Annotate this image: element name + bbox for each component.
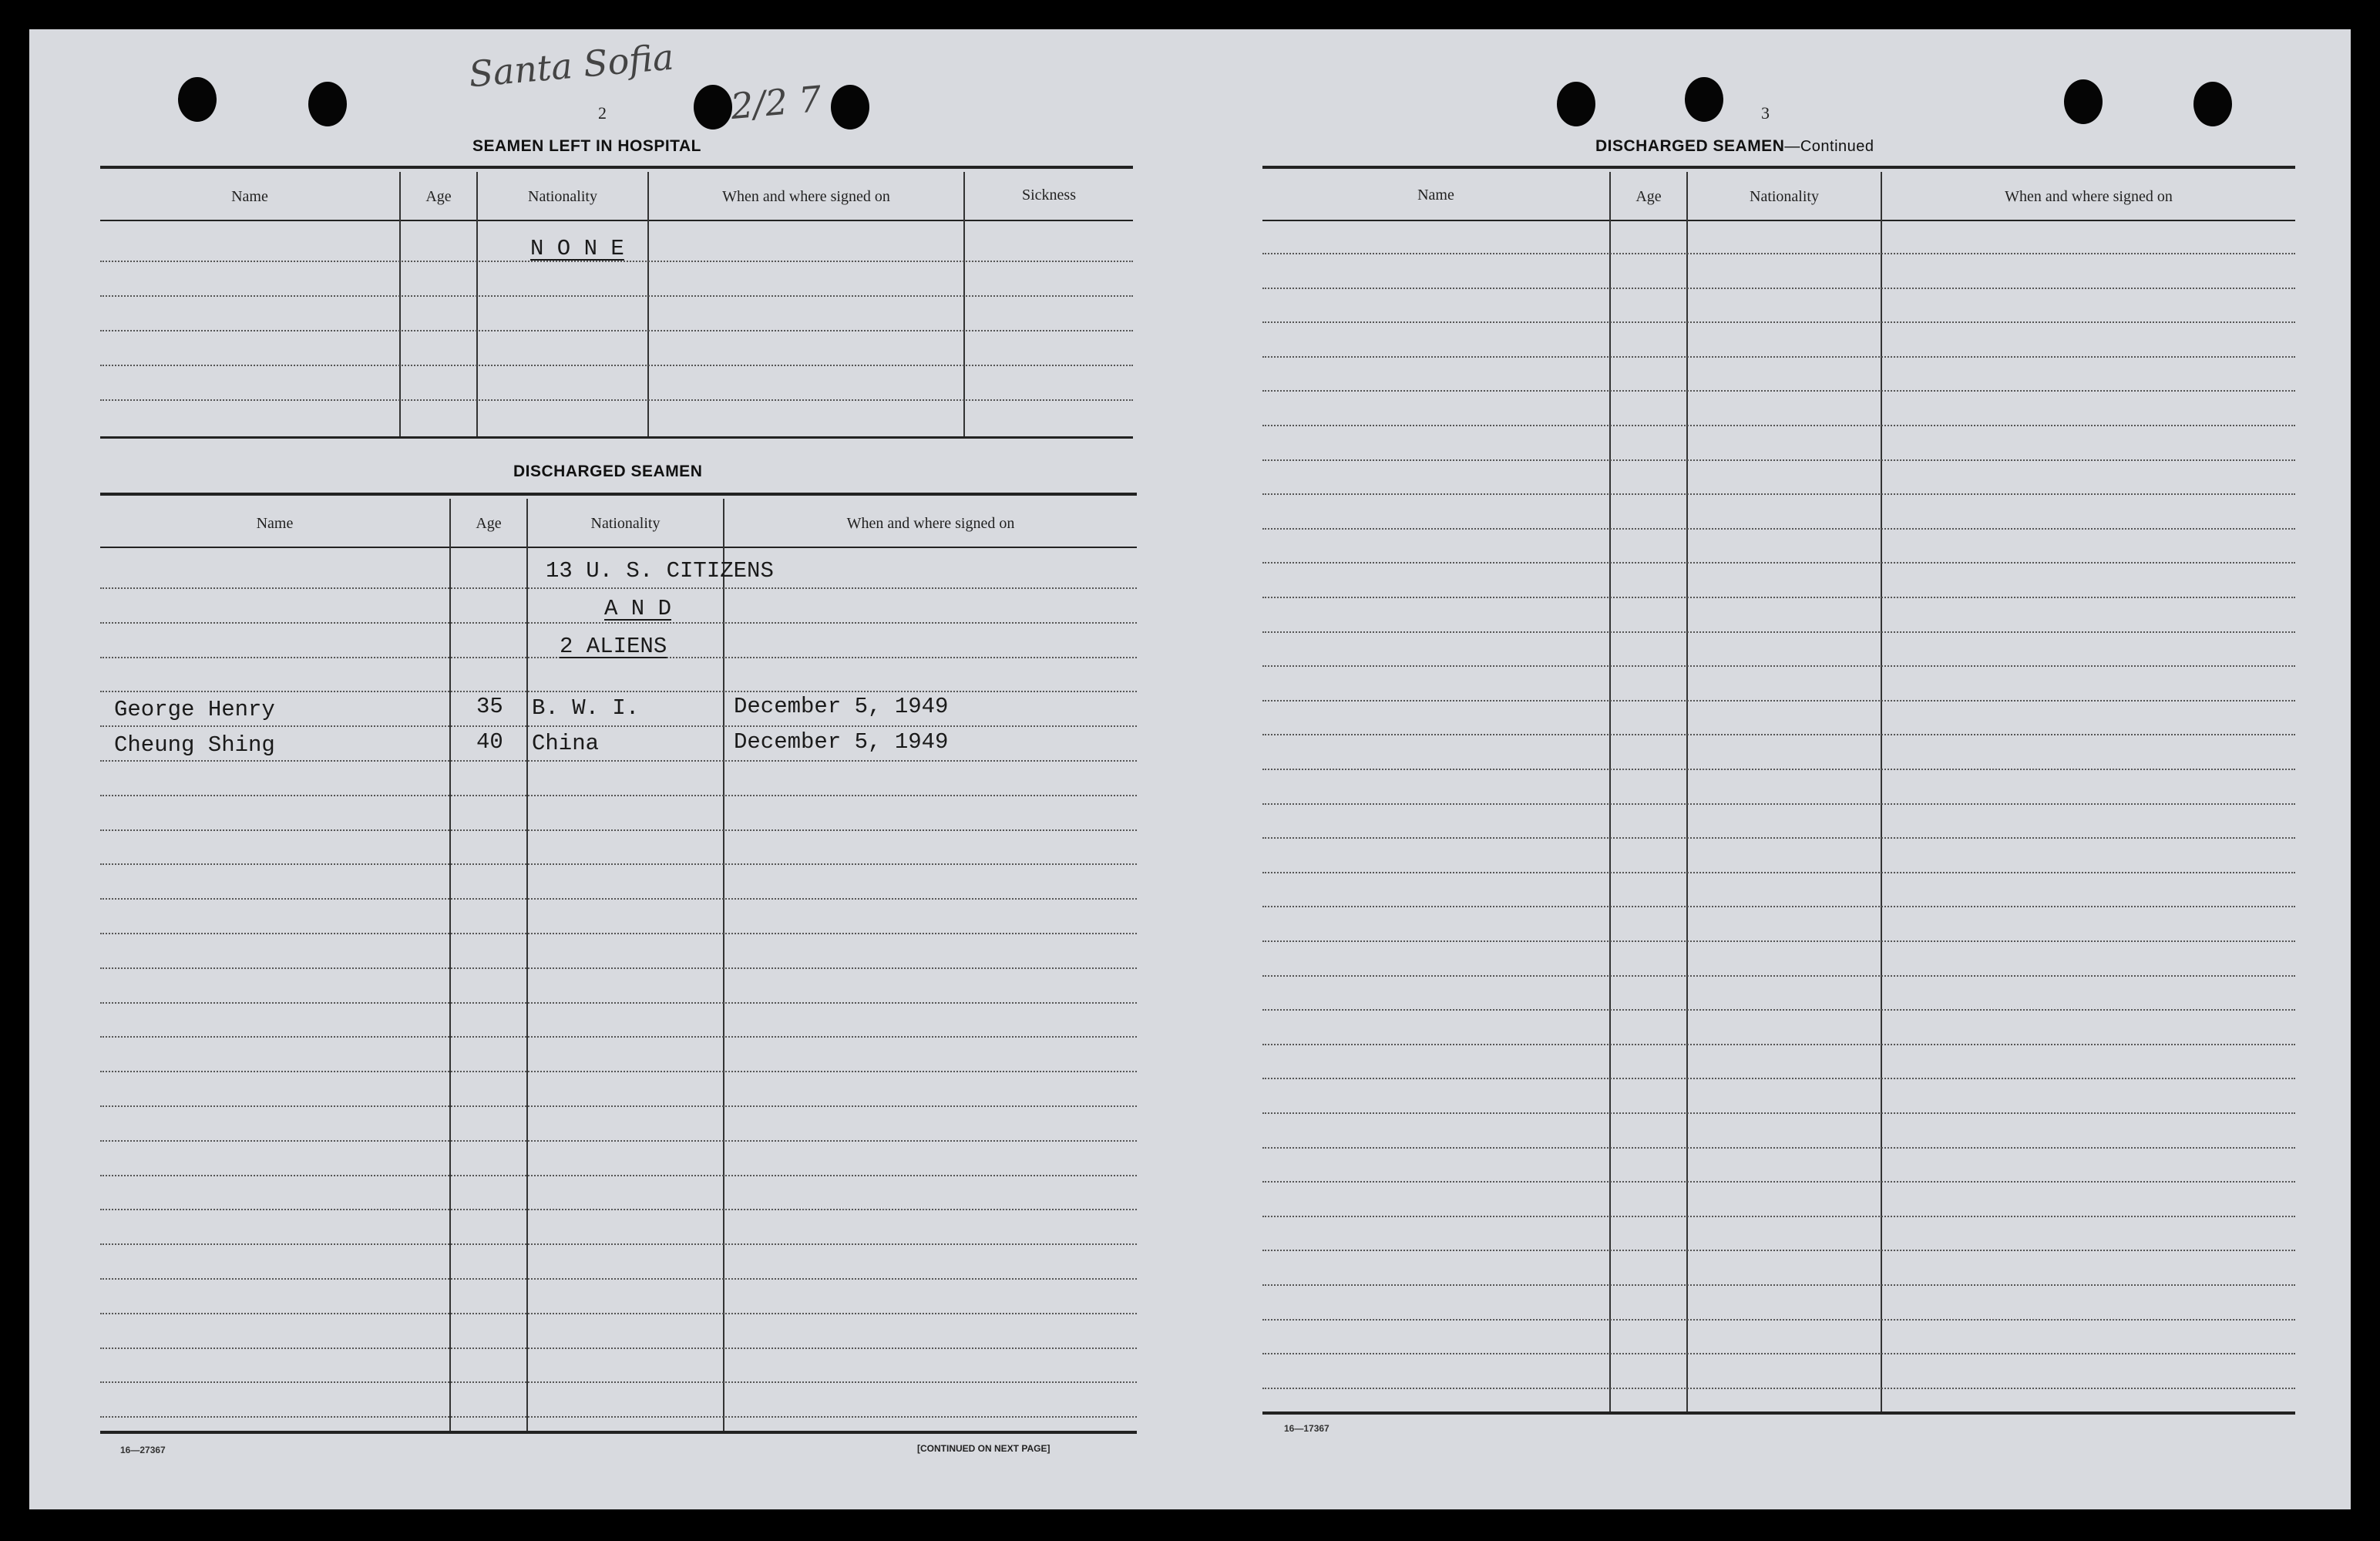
ruled-line: [1262, 528, 2295, 530]
hospital-col-signed-on: When and where signed on: [722, 188, 890, 205]
ruled-line: [1262, 700, 2295, 702]
hospital-col-divider: [399, 172, 401, 436]
hospital-table-bottom-rule: [100, 436, 1133, 439]
seaman-name: Cheung Shing: [114, 732, 275, 758]
right-table-header-rule: [1262, 220, 2295, 221]
ruled-line: [1262, 906, 2295, 907]
seaman-signed-on: December 5, 1949: [734, 729, 949, 755]
right-page-number: 3: [1761, 103, 1770, 123]
ruled-line: [1262, 1147, 2295, 1149]
ruled-line: [1262, 459, 2295, 461]
handwritten-ship-name: Santa Sofia: [467, 35, 676, 96]
ruled-line: [1262, 562, 2295, 564]
ruled-line: [100, 1209, 1137, 1210]
ruled-line: [1262, 356, 2295, 358]
ruled-line: [1262, 769, 2295, 770]
punch-hole: [2064, 79, 2103, 124]
summary-line-citizens: 13 U. S. CITIZENS: [546, 558, 774, 584]
punch-hole: [831, 85, 869, 130]
handwritten-date: 2/2 7: [728, 77, 824, 128]
right-col-name: Name: [1417, 187, 1454, 204]
right-table-bottom-rule: [1262, 1411, 2295, 1415]
punch-hole: [1685, 77, 1723, 122]
right-section-title: [1595, 137, 1874, 156]
ruled-line: [100, 863, 1137, 865]
ruled-line: [100, 1416, 1137, 1418]
ruled-line: [100, 967, 1137, 969]
ruled-line: [1262, 1284, 2295, 1286]
hospital-row-line: [100, 399, 1133, 401]
ruled-line: [100, 829, 1137, 831]
punch-hole: [178, 77, 217, 122]
discharged-col-name: Name: [256, 515, 294, 532]
document-sheet: [29, 29, 2351, 1509]
hospital-none-entry: N O N E: [530, 236, 624, 261]
hospital-section-title: SEAMEN LEFT IN HOSPITAL: [472, 137, 701, 155]
discharged-col-divider: [723, 499, 724, 1431]
punch-hole: [1557, 82, 1595, 126]
hospital-table-header-rule: [100, 220, 1133, 221]
continued-note: [CONTINUED ON NEXT PAGE]: [917, 1443, 1050, 1454]
hospital-col-divider: [963, 172, 965, 436]
ruled-line: [1262, 1388, 2295, 1389]
hospital-col-divider: [647, 172, 649, 436]
hospital-row-line: [100, 295, 1133, 297]
ruled-line: [1262, 1250, 2295, 1251]
discharged-table-bottom-rule: [100, 1431, 1137, 1434]
hospital-row-line: [100, 330, 1133, 331]
right-form-number: 16—17367: [1284, 1423, 1330, 1434]
punch-hole: [2193, 82, 2232, 126]
discharged-table-top-rule: [100, 493, 1137, 496]
hospital-col-nationality: Nationality: [528, 188, 597, 205]
summary-line-and: A N D: [604, 596, 672, 621]
ruled-line: [1262, 493, 2295, 495]
hospital-col-divider: [476, 172, 478, 436]
seaman-age: 40: [476, 729, 503, 755]
ruled-line: [100, 933, 1137, 934]
ruled-line: [1262, 1044, 2295, 1045]
ruled-line: [100, 898, 1137, 900]
discharged-col-nationality: Nationality: [590, 515, 661, 532]
ruled-line: [100, 725, 1137, 727]
ruled-line: [100, 1348, 1137, 1349]
seaman-signed-on: December 5, 1949: [734, 694, 949, 719]
ruled-line: [100, 1381, 1137, 1383]
ruled-line: [1262, 837, 2295, 839]
right-col-divider: [1609, 172, 1611, 1411]
ruled-line: [100, 622, 1137, 624]
ruled-line: [100, 1243, 1137, 1245]
hospital-col-age: Age: [425, 188, 452, 205]
ruled-line: [1262, 390, 2295, 392]
ruled-line: [100, 1071, 1137, 1072]
seaman-nationality: China: [532, 731, 600, 756]
ruled-line: [1262, 253, 2295, 254]
hospital-col-sickness: Sickness: [1022, 187, 1076, 204]
ruled-line: [1262, 665, 2295, 667]
ruled-line: [1262, 1353, 2295, 1354]
left-form-number: 16—27367: [120, 1445, 166, 1455]
ruled-line: [100, 1313, 1137, 1314]
ruled-line: [100, 795, 1137, 796]
ruled-line: [100, 1175, 1137, 1176]
ruled-line: [100, 587, 1137, 589]
ruled-line: [1262, 1078, 2295, 1079]
right-title-main: DISCHARGED SEAMEN: [1595, 137, 1785, 155]
ruled-line: [100, 1002, 1137, 1004]
ruled-line: [100, 1278, 1137, 1280]
ruled-line: [1262, 1216, 2295, 1217]
discharged-col-divider: [526, 499, 528, 1431]
ruled-line: [1262, 597, 2295, 598]
ruled-line: [100, 1105, 1137, 1107]
ruled-line: [100, 1140, 1137, 1142]
right-col-age: Age: [1635, 188, 1662, 205]
ruled-line: [1262, 288, 2295, 289]
ruled-line: [1262, 631, 2295, 633]
ruled-line: [1262, 803, 2295, 805]
ruled-line: [1262, 1319, 2295, 1321]
hospital-col-name: Name: [231, 188, 268, 205]
ruled-line: [100, 1036, 1137, 1038]
ruled-line: [1262, 1112, 2295, 1114]
ruled-line: [100, 691, 1137, 692]
right-col-divider: [1686, 172, 1688, 1411]
right-col-divider: [1881, 172, 1882, 1411]
ruled-line: [1262, 1181, 2295, 1183]
discharged-col-signed-on: When and where signed on: [846, 515, 1015, 532]
seaman-nationality: B. W. I.: [532, 695, 640, 721]
punch-hole: [694, 85, 732, 130]
ruled-line: [1262, 425, 2295, 426]
summary-line-aliens: 2 ALIENS: [560, 634, 667, 659]
hospital-table-top-rule: [100, 166, 1133, 169]
ruled-line: [1262, 940, 2295, 942]
discharged-section-title: DISCHARGED SEAMEN: [513, 463, 703, 480]
ruled-line: [1262, 734, 2295, 735]
ruled-line: [1262, 872, 2295, 873]
seaman-name: George Henry: [114, 697, 275, 722]
hospital-row-line: [100, 365, 1133, 366]
right-col-nationality: Nationality: [1750, 188, 1819, 205]
ruled-line: [100, 760, 1137, 762]
right-title-suffix: —Continued: [1784, 138, 1874, 155]
right-col-signed-on: When and where signed on: [2005, 188, 2173, 205]
ruled-line: [1262, 975, 2295, 977]
left-page-number: 2: [598, 103, 607, 123]
discharged-col-divider: [449, 499, 451, 1431]
discharged-table-header-rule: [100, 547, 1137, 548]
seaman-age: 35: [476, 694, 503, 719]
punch-hole: [308, 82, 347, 126]
right-table-top-rule: [1262, 166, 2295, 169]
discharged-col-age: Age: [476, 515, 502, 532]
ruled-line: [1262, 321, 2295, 323]
ruled-line: [1262, 1009, 2295, 1011]
